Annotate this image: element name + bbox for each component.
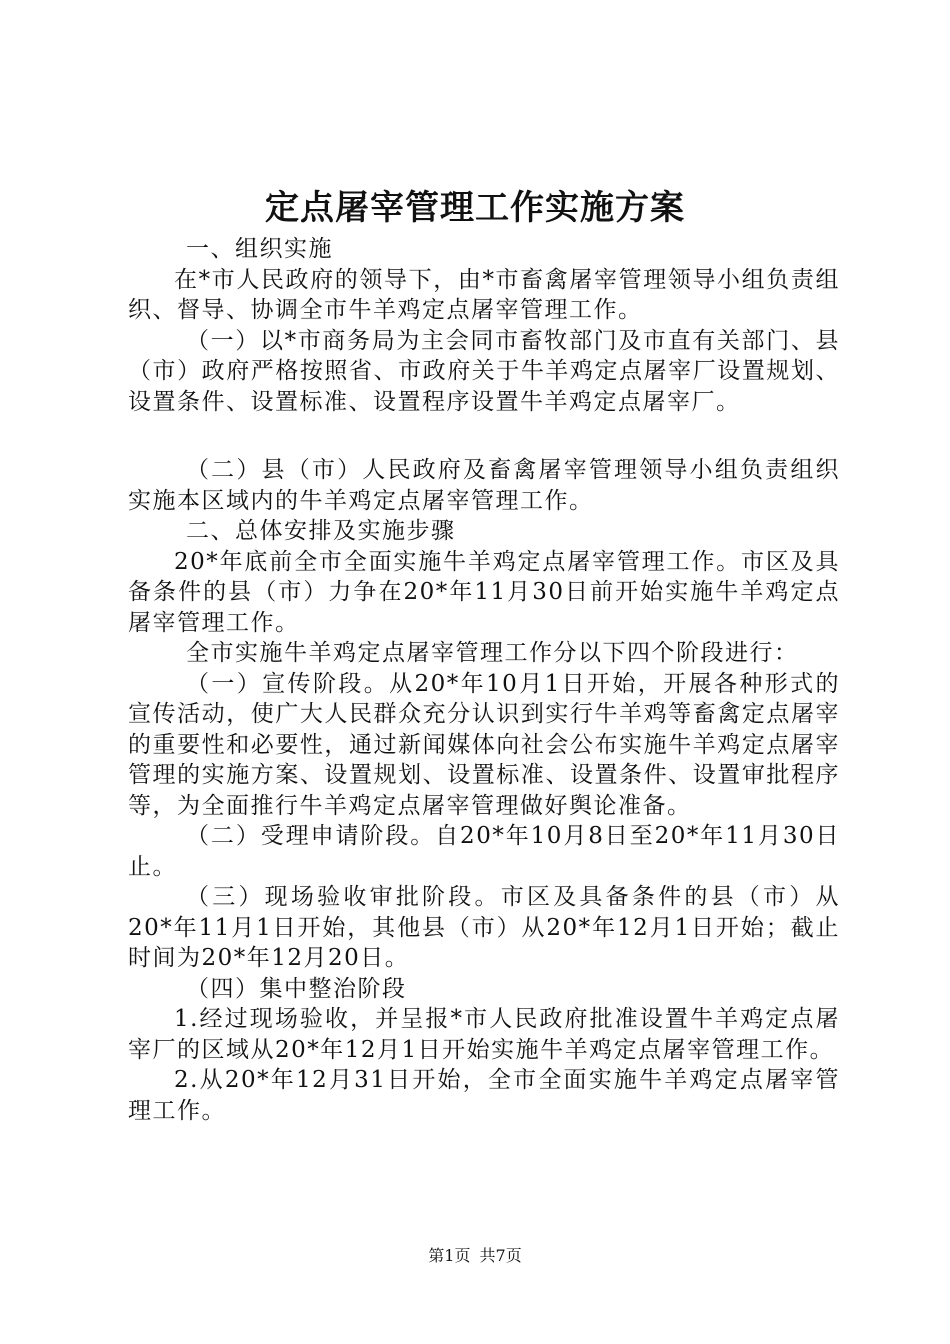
list-item: 2.从20*年12月31日开始，全市全面实施牛羊鸡定点屠宰管理工作。 <box>128 1067 840 1124</box>
section-heading: 一、组织实施 <box>186 236 333 262</box>
page-footer <box>0 1245 950 1267</box>
paragraph: （二）县（市）人民政府及畜禽屠宰管理领导小组负责组织实施本区域内的牛羊鸡定点屠宰管理工作。 <box>128 457 840 514</box>
page-total: 共7页 <box>479 1246 522 1265</box>
paragraph: （一）以*市商务局为主会同市畜牧部门及市直有关部门、县（市）政府严格按照省、市政府关于牛羊鸡定点屠宰厂设置规划、设置条件、设置标准、设置程序设置牛羊鸡定点屠宰厂。 <box>128 327 840 415</box>
document-title: 定点屠宰管理工作实施方案 <box>265 188 685 228</box>
page-number: 第1页 <box>428 1246 471 1265</box>
document-body <box>128 234 840 1126</box>
list-item: 1.经过现场验收，并呈报*市人民政府批准设置牛羊鸡定点屠宰厂的区域从20*年12月1日开始实施牛羊鸡定点屠宰管理工作。 <box>128 1006 840 1063</box>
sub-heading: （四）集中整治阶段 <box>186 975 407 1002</box>
paragraph: 在*市人民政府的领导下，由*市畜禽屠宰管理领导小组负责组织、督导、协调全市牛羊鸡定点屠宰管理工作。 <box>128 266 840 323</box>
paragraph: （三）现场验收审批阶段。市区及具备条件的县（市）从20*年11月1日开始，其他县（市）从20*年12月1日开始；截止时间为20*年12月20日。 <box>128 884 840 971</box>
paragraph: （一）宣传阶段。从20*年10月1日开始，开展各种形式的宣传活动，使广大人民群众充分认识到实行牛羊鸡等畜禽定点屠宰的重要性和必要性，通过新闻媒体向社会公布实施牛羊鸡定点屠宰管理的实施方案、设置规划、设置标准、设置条件、设置审批程序等，为全面推行牛羊鸡定点屠宰管理做好舆论准备。 <box>128 670 840 819</box>
paragraph: 20*年底前全市全面实施牛羊鸡定点屠宰管理工作。市区及具备条件的县（市）力争在20*年11月30日前开始实施牛羊鸡定点屠宰管理工作。 <box>128 548 840 636</box>
paragraph: 全市实施牛羊鸡定点屠宰管理工作分以下四个阶段进行： <box>186 640 799 666</box>
section-heading: 二、总体安排及实施步骤 <box>186 518 456 544</box>
paragraph: （二）受理申请阶段。自20*年10月8日至20*年11月30日止。 <box>128 823 840 880</box>
